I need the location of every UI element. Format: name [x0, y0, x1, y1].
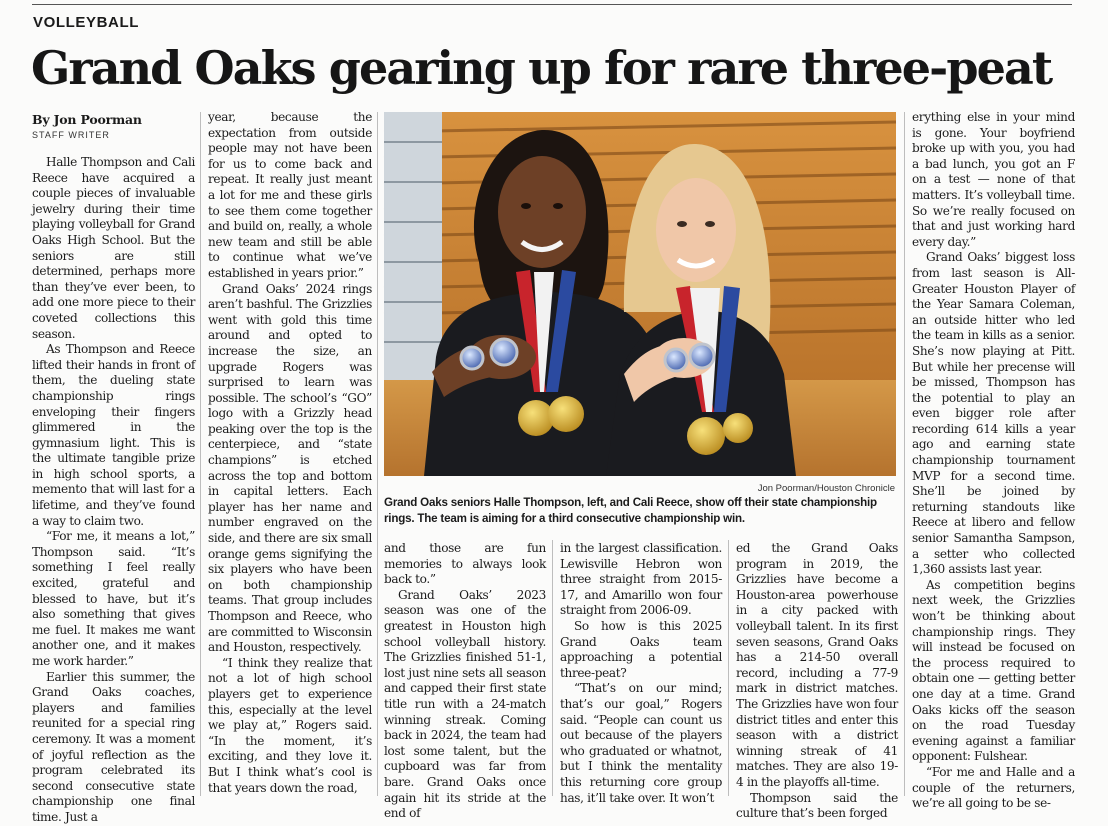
- paragraph: Earlier this summer, the Grand Oaks coaches, players and families reunited for a special ring ceremony. It was a moment of joyful reflection as the program celebrated its second consecutive state championship one final time. Just a: [32, 669, 195, 824]
- paragraph: and those are fun memories to always look back to.”: [384, 541, 546, 587]
- section-label: VOLLEYBALL: [33, 14, 139, 31]
- paragraph: year, because the expectation from outside people may not have been for us to come back and repeat. It really just meant a lot for me and these girls to see them come together and build on, really, a whole new team and still be able to continue what we’ve established in years prior.”: [208, 110, 372, 280]
- staff-title: STAFF WRITER: [32, 130, 110, 140]
- column-divider: [377, 112, 378, 796]
- ring: [690, 344, 714, 368]
- headline: Grand Oaks gearing up for rare three-peat: [31, 41, 1052, 95]
- paragraph: “I think they realize that not a lot of high school players get to experience this, especially at the level we play at,” Rogers said. “In the moment, it’s exciting, and they love it. But I think what’s cool is that years down the road,: [208, 655, 372, 795]
- article-column-5: [736, 541, 898, 821]
- medal: [687, 417, 725, 455]
- article-column-6: [912, 110, 1075, 811]
- article-column-4: [560, 541, 722, 805]
- paragraph: Grand Oaks’ biggest loss from last season is All-Greater Houston Player of the Year Samara Coleman, an outside hitter who led the team in kills as a senior. She’s now playing at Pitt. But while her precense will be missed, Thompson has the potential to play an even bigger role after recording 614 kills a year ago and earning state championship tournament MVP for a second time. She’ll be joined by returning standouts like Reece at libero and fellow senior Samantha Sampson, a setter who collected 1,360 assists last year.: [912, 250, 1075, 577]
- column-divider: [552, 540, 553, 796]
- article-column-3: [384, 541, 546, 821]
- ring-photo: [384, 112, 896, 476]
- paragraph: As Thompson and Reece lifted their hands in front of them, the dueling state championship rings enveloping their fingers glimmered in the gymnasium light. This is the ultimate tangible prize in high school sports, a memento that will last for a lifetime, and they’ve found a way to claim two.: [32, 342, 195, 528]
- paragraph: Thompson said the culture that’s been forged: [736, 790, 898, 821]
- paragraph: “For me and Halle and a couple of the returners, we’re all going to be se-: [912, 764, 1075, 811]
- paragraph: erything else in your mind is gone. Your boyfriend broke up with you, you had a bad lunch, you got an F on a test — none of that matters. It’s volleyball time. So we’re really focused on that and just working hard every day.”: [912, 110, 1075, 249]
- paragraph: “For me, it means a lot,” Thompson said. “It’s something I feel really excited, grateful and blessed to have, but it’s also something that gives me fuel. It makes me want another one, and it makes me work harder.”: [32, 529, 195, 668]
- top-rule: [32, 4, 1072, 5]
- paragraph: So how is this 2025 Grand Oaks team approaching a potential three-peat?: [560, 618, 722, 680]
- medal: [548, 396, 584, 432]
- paragraph: “That’s on our mind; that’s our goal,” Rogers said. “People can count us out because of the players who graduated or whatnot, but I think the mentality this returning core group has, it’ll take over. It won’t: [560, 681, 722, 805]
- photo-caption: Grand Oaks seniors Halle Thompson, left, and Cali Reece, show off their state championship rings. The team is aiming for a third consecutive championship win.: [384, 496, 877, 525]
- paragraph: Halle Thompson and Cali Reece have acquired a couple pieces of invaluable jewelry during their time playing volleyball for Grand Oaks High School. But the seniors are still determined, perhaps more than they’ve ever been, to add one more piece to their coveted collections this season.: [32, 155, 195, 341]
- column-divider: [728, 540, 729, 796]
- article-column-2: [208, 110, 372, 796]
- ring: [665, 349, 687, 371]
- paragraph: ed the Grand Oaks program in 2019, the Grizzlies have become a Houston-area powerhouse in a city packed with volleyball talent. In its first seven seasons, Grand Oaks has a 214-50 overall record, including a 77-9 mark in district matches. The Grizzlies have won four district titles and enter this season with a district winning streak of 41 matches. They are also 19-4 in the playoffs all-time.: [736, 541, 898, 789]
- paragraph: in the largest classification. Lewisville Hebron won three straight from 2015-17, and Amarillo won four straight from 2006-09.: [560, 541, 722, 618]
- paragraph: Grand Oaks’ 2024 rings aren’t bashful. The Grizzlies went with gold this time around and opted to increase the size, an upgrade Rogers was surprised to learn was possible. The school’s “GO” logo with a Grizzly head peaking over the top is the centerpiece, and “state champions” is etched across the top and bottom in capital letters. Each player has her name and number engraved on the side, and there are six small orange gems signifying the six players who have been on both championship teams. That group includes Thompson and Reece, who are committed to Wisconsin and Houston, respectively.: [208, 281, 372, 655]
- medal: [723, 413, 753, 443]
- column-divider: [200, 112, 201, 796]
- paragraph: As competition begins next week, the Grizzlies won’t be thinking about championship rings. They will instead be focused on the process required to obtain one — getting better one day at a time. Grand Oaks kicks off the season on the road Tuesday evening against a familiar opponent: Fulshear.: [912, 577, 1075, 764]
- ring: [491, 339, 517, 365]
- photo-credit: Jon Poorman/Houston Chronicle: [757, 483, 895, 494]
- article-column-1: [32, 155, 195, 824]
- ring: [461, 347, 483, 369]
- byline: By Jon Poorman: [32, 112, 142, 127]
- column-divider: [904, 112, 905, 796]
- paragraph: Grand Oaks’ 2023 season was one of the greatest in Houston high school volleyball history. The Grizzlies finished 51-1, lost just nine sets all season and capped their first state title run with a 24-match winning streak. Coming back in 2024, the team had lost some talent, but the cupboard was far from bare. Grand Oaks once again hit its stride at the end of: [384, 587, 546, 821]
